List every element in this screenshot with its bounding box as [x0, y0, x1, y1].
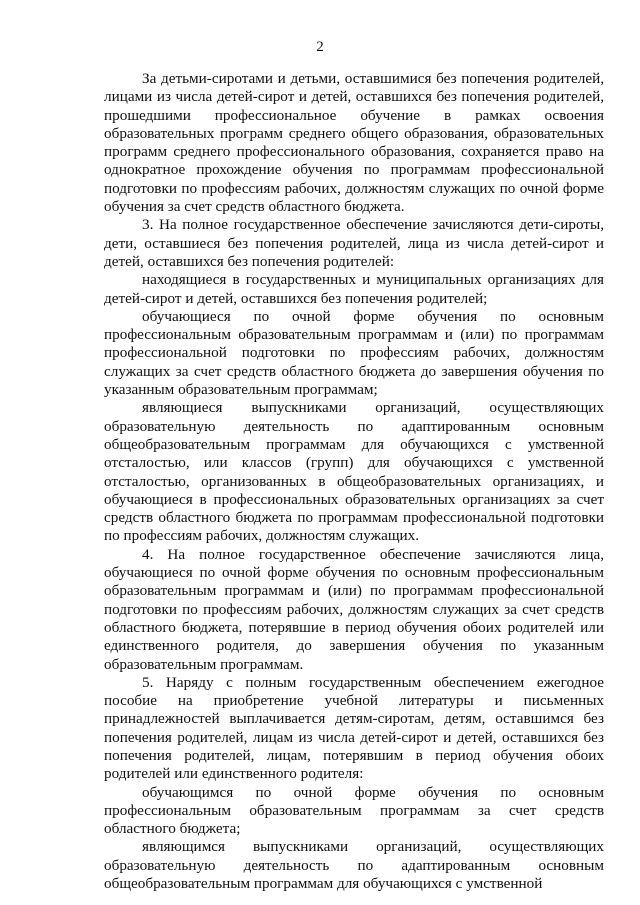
paragraph-clause-3-graduates: являющиеся выпускниками организаций, осуществляющих образовательную деятельность по адаптированным основным общеобразовательным программам для обучающихся с умственной отсталостью, или классов (групп) для обучающихся с умственной отсталостью, организованных в общеобразовательных организациях, и обучающиеся в профессиональных образовательных организациях за счет средств областного бюджета по программам профессиональной подготовки по профессиям рабочих, должностям служащих. — [104, 399, 604, 545]
paragraph-clause-3-residents: находящиеся в государственных и муниципальных организациях для детей-сирот и детей, оставшихся без попечения родителей; — [104, 271, 604, 307]
paragraph-clause-5-students: обучающимся по очной форме обучения по основным профессиональным образовательным программам за счет средств областного бюджета; — [104, 783, 604, 838]
paragraph-clause-5-graduates: являющимся выпускниками организаций, осуществляющих образовательную деятельность по адаптированным основным общеобразовательным программам для обучающихся с умственной — [104, 838, 604, 893]
paragraph-clause-4: 4. На полное государственное обеспечение зачисляются лица, обучающиеся по очной форме обучения по основным профессиональным образовательным программам и (или) по программам профессиональной подготовки по профессиям рабочих, должностям служащих за счет средств областного бюджета, потерявшие в период обучения обоих родителей или единственного родителя, до завершения обучения по указанным образовательным программам. — [104, 545, 604, 673]
paragraph-orphans-retraining-right: За детьми-сиротами и детьми, оставшимися без попечения родителей, лицами из числа детей-сирот и детей, оставшихся без попечения родителей, прошедшими профессиональное обучение в рамках освоения образовательных программ среднего общего образования, образовательных программ среднего профессионального образования, сохраняется право на однократное прохождение обучения по программам профессиональной подготовки по профессиям рабочих, должностям служащих по очной форме обучения за счет средств областного бюджета. — [104, 70, 604, 216]
paragraph-clause-3-students: обучающиеся по очной форме обучения по основным профессиональным образовательным программам и (или) по программам профессиональной подготовки по профессиям рабочих, должностям служащих за счет средств областного бюджета до завершения обучения по указанным образовательным программам; — [104, 307, 604, 399]
paragraph-clause-5: 5. Наряду с полным государственным обеспечением ежегодное пособие на приобретение учебной литературы и письменных принадлежностей выплачивается детям-сиротам, детям, оставшимся без попечения родителей, лицам из числа детей-сирот и детей, оставшихся без попечения родителей, лицам, потерявшим в период обучения обоих родителей или единственного родителя: — [104, 673, 604, 783]
page-number: 2 — [316, 39, 324, 55]
paragraph-clause-3: 3. На полное государственное обеспечение зачисляются дети-сироты, дети, оставшиеся без попечения родителей, лица из числа детей-сирот и детей, оставшихся без попечения родителей: — [104, 216, 604, 270]
document-body — [104, 70, 604, 893]
